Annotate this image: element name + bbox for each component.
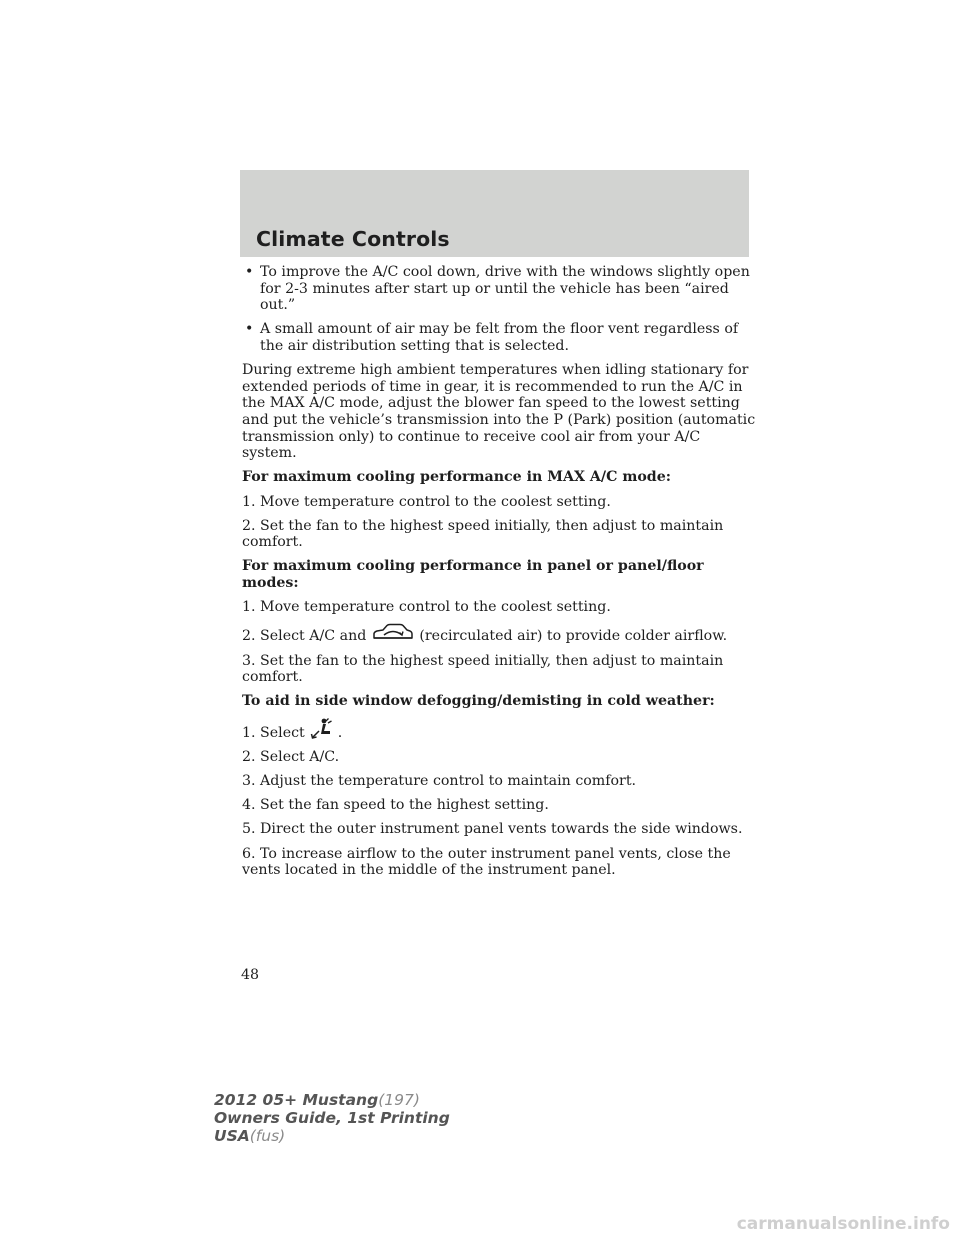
watermark: carmanualsonline.info (736, 1214, 950, 1234)
defog-step: 4. Set the fan speed to the highest setting. (242, 797, 549, 814)
section-title: Climate Controls (256, 227, 450, 251)
max-ac-heading: For maximum cooling performance in MAX A/C mode: (242, 469, 671, 486)
defog-step-text: . (337, 724, 343, 741)
defog-step: 3. Adjust the temperature control to maintain comfort. (242, 772, 637, 789)
footer-edition: Owners Guide, 1st Printing (214, 1109, 450, 1127)
bullet-dot: • (245, 264, 254, 280)
defog-step-text: 1. Select (242, 724, 305, 741)
max-ac-step: 2. Set the fan to the highest speed initially, then adjust to maintain comfort. (242, 517, 724, 551)
defog-heading: To aid in side window defogging/demisting in cold weather: (242, 693, 715, 710)
panel-step-text: 2. Select A/C and (242, 628, 367, 645)
footer-line (214, 1127, 450, 1145)
panel-mode-step (242, 623, 757, 645)
intro-paragraph: During extreme high ambient temperatures when idling stationary for extended periods of time in gear, it is recommended to run the A/C in the MAX A/C mode, adjust the blower fan speed to the lowest setting and put the vehicle’s transmission into the P (Park) position (automatic transmission only) to continue to receive cool air from your A/C system. (242, 362, 756, 462)
footer-region-code: (fus) (249, 1127, 286, 1145)
panel-mode-step: 3. Set the fan to the highest speed initially, then adjust to maintain comfort. (242, 652, 724, 686)
panel-step-text: (recirculated air) to provide colder airflow. (419, 628, 728, 645)
footer-line (214, 1091, 450, 1109)
page-content (242, 264, 757, 886)
bullet-item (242, 321, 757, 354)
footer-region: USA (214, 1127, 250, 1145)
recirculated-air-icon (371, 623, 415, 643)
defog-step: 5. Direct the outer instrument panel vents towards the side windows. (242, 821, 743, 838)
defog-step: 6. To increase airflow to the outer instrument panel vents, close the vents located in the middle of the instrument panel. (242, 845, 731, 879)
floor-defrost-mode-icon (309, 718, 333, 740)
bullet-text: A small amount of air may be felt from the floor vent regardless of the air distribution setting that is selected. (260, 321, 739, 354)
defog-step: 2. Select A/C. (242, 748, 340, 765)
section-header-band (240, 170, 749, 257)
footer-model: 2012 05+ Mustang (214, 1091, 379, 1109)
footer-code: (197) (378, 1091, 420, 1109)
print-footer (214, 1091, 450, 1145)
defog-step (242, 718, 757, 742)
bullet-item (242, 264, 757, 314)
panel-mode-step: 1. Move temperature control to the coolest setting. (242, 599, 611, 616)
panel-mode-heading: For maximum cooling performance in panel or panel/floor modes: (242, 558, 704, 592)
max-ac-step: 1. Move temperature control to the coolest setting. (242, 493, 611, 510)
page-number: 48 (241, 967, 260, 983)
bullet-dot: • (245, 321, 254, 338)
bullet-text: To improve the A/C cool down, drive with the windows slightly open for 2-3 minutes after start up or until the vehicle has been “aired out.” (260, 264, 750, 314)
